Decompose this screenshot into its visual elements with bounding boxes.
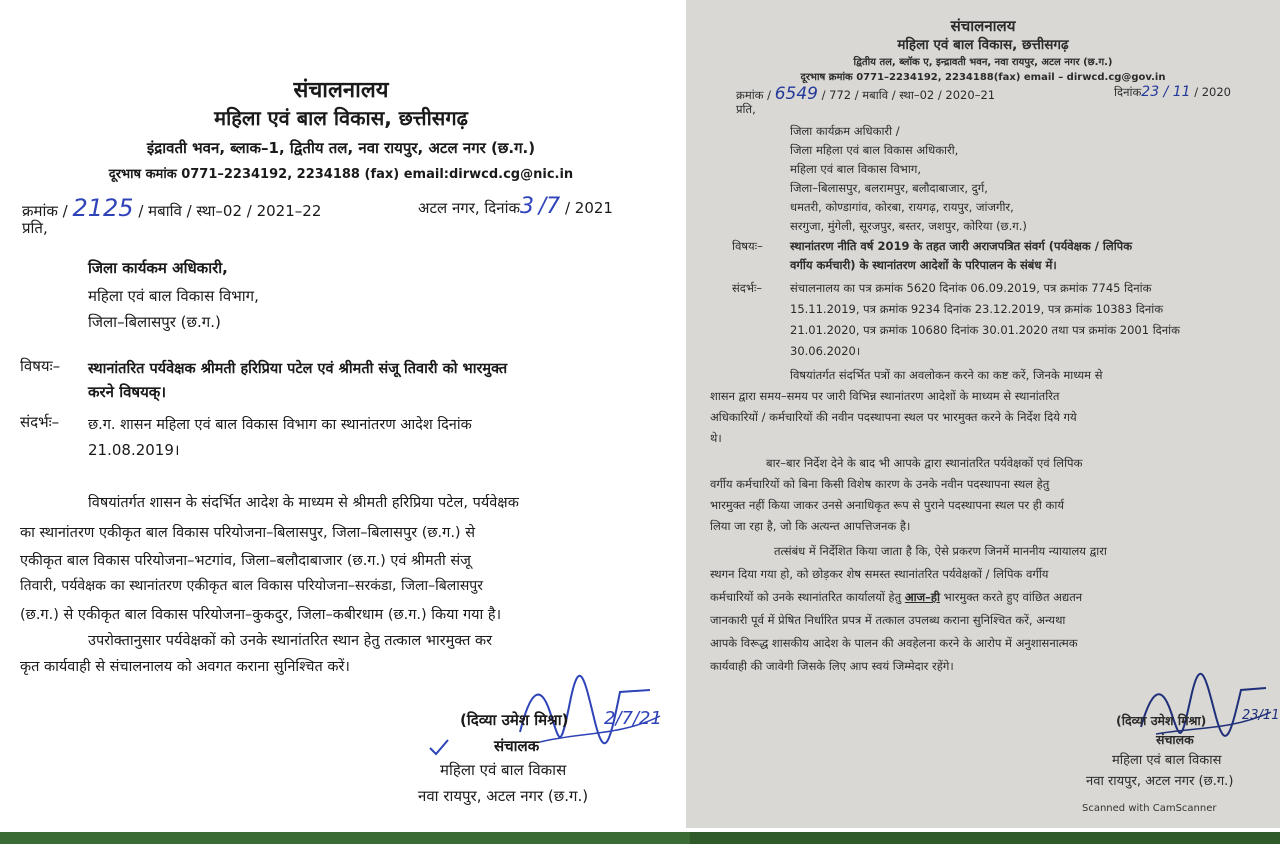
subject-line: स्थानांतरण नीति वर्ष 2019 के तहत जारी अराजपत्रित संवर्ग (पर्यवेक्षक / लिपिक bbox=[790, 239, 1133, 253]
para3-line: तत्संबंध में निर्देशित किया जाता है कि, ऐसे प्रकरण जिनमें माननीय न्यायालय द्वारा bbox=[774, 544, 1107, 558]
para3-line: जानकारी पूर्व में प्रेषित निर्धारित प्रपत्र में तत्काल उपलब्ध कराना सुनिश्चित करें, अन्यथा bbox=[710, 613, 1066, 627]
para3-line: आपके विरूद्ध शासकीय आदेश के पालन की अवहेलना करने के आरोप में अनुशासनात्मक bbox=[710, 636, 1078, 650]
para3-text: भारमुक्त करते हुए वांछित अद्यतन bbox=[943, 590, 1083, 604]
para1-line: विषयांतर्गत संदर्भित पत्रों का अवलोकन करने का कष्ट करें, जिनके माध्यम से bbox=[790, 368, 1103, 382]
signature-city: नवा रायपुर, अटल नगर (छ.ग.) bbox=[1086, 774, 1234, 789]
reference-number-row bbox=[736, 84, 995, 104]
signature-office: महिला एवं बाल विकास bbox=[1112, 753, 1222, 768]
date-row bbox=[1114, 84, 1231, 100]
signature-designation: संचालक bbox=[1156, 732, 1194, 747]
signature-designation: संचालक bbox=[494, 737, 540, 755]
letter-title: संचालनालय bbox=[293, 78, 389, 103]
para3-line: कार्यवाही की जावेगी जिसके लिए आप स्वयं जिम्मेदार रहेंगे। bbox=[710, 659, 954, 673]
recipient-line: जिला–बिलासपुर, बलरामपुर, बलौदाबाजार, दुर्ग, bbox=[790, 181, 988, 195]
ref-prefix: क्रमांक / bbox=[736, 88, 772, 102]
para3-line: स्थगन दिया गया हो, को छोड़कर शेष समस्त स्थानांतरित पर्यवेक्षकों / लिपिक वर्गीय bbox=[710, 567, 1049, 581]
recipient-line: जिला महिला एवं बाल विकास अधिकारी, bbox=[790, 143, 959, 157]
ref-suffix: / 772 / मबावि / स्था–02 / 2020–21 bbox=[821, 88, 996, 102]
reference-line: 21.08.2019। bbox=[88, 441, 180, 459]
letter-address: द्वितीय तल, ब्लॉक ए, इन्द्रावती भवन, नवा रायपुर, अटल नगर (छ.ग.) bbox=[853, 57, 1113, 68]
prati-label: प्रति, bbox=[736, 102, 756, 116]
para2-line: वर्गीय कर्मचारियों को बिना किसी विशेष कारण के उनके नवीन पदस्थापना स्थल हेतु bbox=[710, 477, 1050, 491]
date-handwritten-month: /7 bbox=[538, 194, 561, 219]
para3-line-with-emphasis bbox=[710, 590, 1082, 605]
signature-handwritten-date: 2/7/21 bbox=[604, 708, 662, 729]
tick-mark bbox=[426, 734, 452, 760]
body-line: (छ.ग.) से एकीकृत बाल विकास परियोजना–कुकदुर, जिला–कबीरधाम (छ.ग.) किया गया है। bbox=[20, 607, 502, 623]
reference-line: 15.11.2019, पत्र क्रमांक 9234 दिनांक 23.12.2019, पत्र क्रमांक 10383 दिनांक bbox=[790, 302, 1164, 316]
body-line: का स्थानांतरण एकीकृत बाल विकास परियोजना–बिलासपुर, जिला–बिलासपुर (छ.ग.) से bbox=[20, 525, 476, 541]
signature-handwritten-date: 23/11 bbox=[1242, 708, 1280, 723]
letter-contact: दूरभाष कमांक 0771–2234192, 2234188 (fax) email:dirwcd.cg@nic.in bbox=[108, 167, 574, 182]
para2-line: भारमुक्त नहीं किया जाकर उनसे अनाधिकृत रूप से पुराने पदस्थापना स्थल पर ही कार्य bbox=[710, 498, 1065, 512]
scanner-watermark: Scanned with CamScanner bbox=[1082, 803, 1217, 814]
signature-name: (दिव्या उमेश मिश्रा) bbox=[460, 711, 569, 729]
letter-title: संचालनालय bbox=[950, 17, 1016, 35]
para2-line: लिया जा रहा है, जो कि अत्यन्त आपत्तिजनक है। bbox=[710, 519, 911, 533]
para1-line: शासन द्वारा समय–समय पर जारी विभिन्न स्थानांतरण आदेशों के माध्यम से स्थानांतरित bbox=[710, 389, 1060, 403]
para1-line: थे। bbox=[710, 431, 722, 445]
recipient-line: महिला एवं बाल विकास विभाग, bbox=[790, 162, 921, 176]
body-line: तिवारी, पर्यवेक्षक का स्थानांतरण एकीकृत बाल विकास परियोजना–सरकंडा, जिला–बिलासपुर bbox=[20, 578, 483, 594]
letter-department: महिला एवं बाल विकास, छत्तीसगढ़ bbox=[897, 37, 1069, 53]
date-handwritten-day: 3 bbox=[519, 194, 534, 219]
reference-label: संदर्भः– bbox=[20, 413, 60, 431]
recipient-line: जिला कार्यकम अधिकारी, bbox=[88, 259, 228, 277]
recipient-line: जिला कार्यक्रम अधिकारी / bbox=[790, 124, 900, 138]
subject-line: करने विषयक्। bbox=[88, 383, 167, 401]
ref-handwritten-number: 6549 bbox=[774, 84, 818, 104]
para3-text: कर्मचारियों को उनके स्थानांतरित कार्यालयों हेतु bbox=[710, 590, 902, 604]
signature-office: महिला एवं बाल विकास bbox=[440, 761, 567, 779]
date-handwritten: 23 / 11 bbox=[1141, 84, 1191, 100]
place-date-row bbox=[418, 194, 613, 219]
body-line: एकीकृत बाल विकास परियोजना–भटगांव, जिला–बलौदाबाजार (छ.ग.) एवं श्रीमती संजू bbox=[20, 553, 471, 569]
reference-label: संदर्भः– bbox=[732, 281, 763, 295]
bottom-bar bbox=[0, 832, 1280, 844]
ref-prefix: क्रमांक / bbox=[22, 202, 68, 220]
recipient-line: जिला–बिलासपुर (छ.ग.) bbox=[88, 313, 221, 331]
place-date-label: अटल नगर, दिनांक bbox=[418, 199, 520, 217]
reference-number-row bbox=[22, 194, 321, 222]
reference-line: 21.01.2020, पत्र क्रमांक 10680 दिनांक 30.01.2020 तथा पत्र क्रमांक 2001 दिनांक bbox=[790, 323, 1180, 337]
bottom-bar-light bbox=[0, 832, 690, 844]
prati-label: प्रति, bbox=[22, 219, 48, 237]
letter-contact: दूरभाष क्रमांक 0771–2234192, 2234188(fax) email – dirwcd.cg@gov.in bbox=[800, 72, 1166, 83]
subject-label: विषयः– bbox=[20, 357, 61, 375]
subject-line: स्थानांतरित पर्यवेक्षक श्रीमती हरिप्रिया पटेल एवं श्रीमती संजू तिवारी को भारमुक्त bbox=[88, 361, 508, 377]
reference-line: छ.ग. शासन महिला एवं बाल विकास विभाग का स्थानांतरण आदेश दिनांक bbox=[88, 417, 472, 433]
emphasis-aaj-hi: आज–ही bbox=[904, 590, 940, 604]
body-line: उपरोक्तानुसार पर्यवेक्षकों को उनके स्थानांतरित स्थान हेतु तत्काल भारमुक्त कर bbox=[88, 633, 493, 649]
reference-line: 30.06.2020। bbox=[790, 344, 861, 358]
letter-address: इंद्रावती भवन, ब्लाक–1, द्वितीय तल, नवा रायपुर, अटल नगर (छ.ग.) bbox=[146, 139, 536, 157]
para1-line: अधिकारियों / कर्मचारियों की नवीन पदस्थापना स्थल पर भारमुक्त करने के निर्देश दिये गये bbox=[710, 410, 1077, 424]
letter-right bbox=[686, 0, 1280, 828]
recipient-line: सरगुजा, मुंगेली, सूरजपुर, बस्तर, जशपुर, कोरिया (छ.ग.) bbox=[790, 219, 1027, 233]
date-year: / 2021 bbox=[564, 199, 613, 217]
subject-label: विषयः– bbox=[732, 239, 763, 253]
reference-line: संचालनालय का पत्र क्रमांक 5620 दिनांक 06.09.2019, पत्र क्रमांक 7745 दिनांक bbox=[790, 281, 1152, 295]
signature-name: (दिव्या उमेश मिश्रा) bbox=[1116, 713, 1207, 728]
date-year: / 2020 bbox=[1194, 85, 1231, 99]
recipient-line: महिला एवं बाल विकास विभाग, bbox=[88, 287, 259, 305]
ref-suffix: / मबावि / स्था–02 / 2021–22 bbox=[138, 202, 322, 220]
signature-city: नवा रायपुर, अटल नगर (छ.ग.) bbox=[418, 787, 589, 805]
recipient-line: धमतरी, कोण्डागांव, कोरबा, रायगढ़, रायपुर, जांजगीर, bbox=[790, 200, 1014, 214]
ref-handwritten-number: 2125 bbox=[72, 194, 134, 222]
letter-department: महिला एवं बाल विकास, छत्तीसगढ़ bbox=[214, 106, 468, 130]
body-line: विषयांतर्गत शासन के संदर्भित आदेश के माध्यम से श्रीमती हरिप्रिया पटेल, पर्यवेक्षक bbox=[88, 495, 519, 511]
para2-line: बार–बार निर्देश देने के बाद भी आपके द्वारा स्थानांतरित पर्यवेक्षकों एवं लिपिक bbox=[766, 456, 1083, 470]
date-label: दिनांक bbox=[1114, 85, 1142, 99]
body-line: कृत कार्यवाही से संचालनालय को अवगत कराना सुनिश्चित करें। bbox=[20, 659, 350, 675]
subject-line: वर्गीय कर्मचारी) के स्थानांतरण आदेशों के परिपालन के संबंध में। bbox=[790, 258, 1057, 272]
